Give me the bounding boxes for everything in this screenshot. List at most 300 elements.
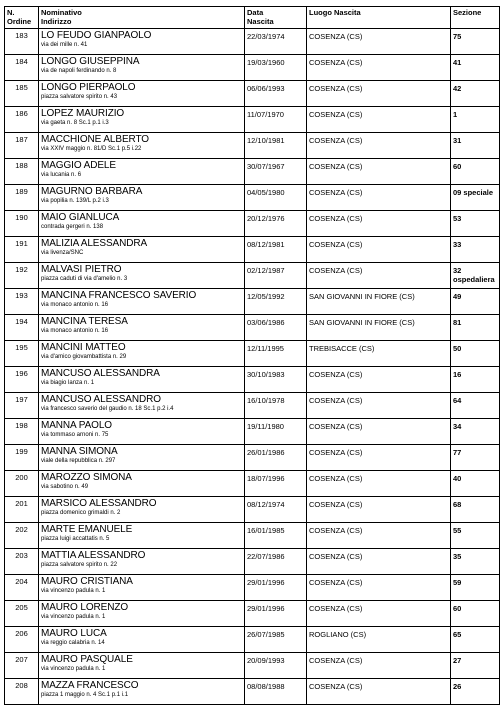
cell-sezione xyxy=(451,627,500,653)
birth-place: COSENZA (CS) xyxy=(309,162,363,171)
table-row xyxy=(5,471,500,497)
table-body xyxy=(5,29,500,705)
cell-data xyxy=(245,81,307,107)
cell-nominativo xyxy=(39,159,245,185)
cell-luogo xyxy=(307,133,451,159)
cell-nominativo xyxy=(39,679,245,705)
cell-luogo xyxy=(307,341,451,367)
voter-name: MANCINA TERESA xyxy=(41,316,128,327)
row-number: 205 xyxy=(15,603,28,612)
cell-nominativo xyxy=(39,471,245,497)
birth-place: COSENZA (CS) xyxy=(309,448,363,457)
voter-name: MAIO GIANLUCA xyxy=(41,212,120,223)
table-row xyxy=(5,575,500,601)
cell-luogo xyxy=(307,81,451,107)
cell-sezione xyxy=(451,549,500,575)
cell-data xyxy=(245,237,307,263)
row-number: 196 xyxy=(15,369,28,378)
cell-data xyxy=(245,263,307,289)
voter-name: MAURO LUCA xyxy=(41,628,107,639)
cell-sezione xyxy=(451,81,500,107)
voter-name: MAZZA FRANCESCO xyxy=(41,680,139,691)
row-number: 183 xyxy=(15,31,28,40)
row-number: 206 xyxy=(15,629,28,638)
cell-numero xyxy=(5,497,39,523)
birth-date: 22/07/1986 xyxy=(247,552,285,561)
table-row xyxy=(5,445,500,471)
section-value: 1 xyxy=(453,110,458,119)
cell-data xyxy=(245,289,307,315)
cell-luogo xyxy=(307,549,451,575)
voter-address: via dei mille n. 41 xyxy=(41,42,88,48)
birth-place: COSENZA (CS) xyxy=(309,58,363,67)
cell-nominativo xyxy=(39,445,245,471)
cell-numero xyxy=(5,315,39,341)
voter-name: LONGO GIUSEPPINA xyxy=(41,56,140,67)
cell-sezione xyxy=(451,341,500,367)
voter-name: MATTIA ALESSANDRO xyxy=(41,550,146,561)
cell-data xyxy=(245,159,307,185)
cell-nominativo xyxy=(39,55,245,81)
cell-sezione xyxy=(451,523,500,549)
cell-nominativo xyxy=(39,341,245,367)
cell-luogo xyxy=(307,497,451,523)
cell-data xyxy=(245,627,307,653)
voter-name: MARSICO ALESSANDRO xyxy=(41,498,157,509)
voter-name: LONGO PIERPAOLO xyxy=(41,82,136,93)
cell-sezione xyxy=(451,55,500,81)
birth-place: COSENZA (CS) xyxy=(309,32,363,41)
cell-sezione xyxy=(451,315,500,341)
cell-data xyxy=(245,653,307,679)
voter-name: MANNA PAOLO xyxy=(41,420,112,431)
cell-luogo xyxy=(307,627,451,653)
birth-date: 04/05/1980 xyxy=(247,188,285,197)
birth-date: 08/08/1988 xyxy=(247,682,285,691)
cell-numero xyxy=(5,627,39,653)
birth-place: COSENZA (CS) xyxy=(309,656,363,665)
cell-numero xyxy=(5,419,39,445)
header-data xyxy=(245,7,307,29)
table-row xyxy=(5,523,500,549)
section-value: 33 xyxy=(453,240,462,249)
cell-data xyxy=(245,471,307,497)
table-row xyxy=(5,393,500,419)
birth-date: 12/05/1992 xyxy=(247,292,285,301)
cell-numero xyxy=(5,549,39,575)
cell-data xyxy=(245,679,307,705)
birth-date: 30/10/1983 xyxy=(247,370,285,379)
cell-numero xyxy=(5,133,39,159)
cell-nominativo xyxy=(39,627,245,653)
cell-luogo xyxy=(307,237,451,263)
voter-name: MACCHIONE ALBERTO xyxy=(41,134,149,145)
cell-numero xyxy=(5,471,39,497)
birth-date: 26/07/1985 xyxy=(247,630,285,639)
header-row xyxy=(5,7,500,29)
section-value: 65 xyxy=(453,630,462,639)
cell-data xyxy=(245,341,307,367)
birth-date: 20/09/1993 xyxy=(247,656,285,665)
table-row xyxy=(5,315,500,341)
section-value: 32 ospedaliera xyxy=(453,266,495,284)
cell-numero xyxy=(5,445,39,471)
cell-sezione xyxy=(451,471,500,497)
table-row xyxy=(5,107,500,133)
birth-date: 02/12/1987 xyxy=(247,266,285,275)
table-row xyxy=(5,185,500,211)
voter-name: MARTE EMANUELE xyxy=(41,524,133,535)
row-number: 185 xyxy=(15,83,28,92)
cell-sezione xyxy=(451,133,500,159)
birth-place: COSENZA (CS) xyxy=(309,266,363,275)
section-value: 81 xyxy=(453,318,462,327)
voter-address: via biagio lanza n. 1 xyxy=(41,380,95,386)
cell-nominativo xyxy=(39,315,245,341)
voter-address: piazza luigi accattatis n. 5 xyxy=(41,536,110,542)
cell-luogo xyxy=(307,523,451,549)
table-row xyxy=(5,133,500,159)
birth-date: 19/03/1960 xyxy=(247,58,285,67)
header-data-text: Data Nascita xyxy=(247,8,274,26)
row-number: 208 xyxy=(15,681,28,690)
cell-sezione xyxy=(451,419,500,445)
birth-place: COSENZA (CS) xyxy=(309,370,363,379)
birth-place: SAN GIOVANNI IN FIORE (CS) xyxy=(309,292,415,301)
cell-luogo xyxy=(307,263,451,289)
birth-date: 20/12/1976 xyxy=(247,214,285,223)
cell-data xyxy=(245,29,307,55)
voter-address: via vincenzo padula n. 1 xyxy=(41,614,106,620)
birth-place: COSENZA (CS) xyxy=(309,240,363,249)
voter-name: MANCUSO ALESSANDRA xyxy=(41,368,160,379)
cell-nominativo xyxy=(39,653,245,679)
section-value: 41 xyxy=(453,58,462,67)
row-number: 191 xyxy=(15,239,28,248)
birth-place: COSENZA (CS) xyxy=(309,500,363,509)
cell-sezione xyxy=(451,185,500,211)
birth-date: 12/10/1981 xyxy=(247,136,285,145)
cell-nominativo xyxy=(39,29,245,55)
birth-date: 26/01/1986 xyxy=(247,448,285,457)
cell-numero xyxy=(5,523,39,549)
cell-sezione xyxy=(451,497,500,523)
section-value: 31 xyxy=(453,136,462,145)
birth-place: COSENZA (CS) xyxy=(309,578,363,587)
row-number: 188 xyxy=(15,161,28,170)
header-sezione-text: Sezione xyxy=(453,8,482,17)
voter-list-sheet xyxy=(4,6,499,705)
table-row xyxy=(5,627,500,653)
cell-luogo xyxy=(307,107,451,133)
birth-date: 29/01/1996 xyxy=(247,604,285,613)
voter-name: MANNA SIMONA xyxy=(41,446,118,457)
cell-luogo xyxy=(307,159,451,185)
cell-nominativo xyxy=(39,289,245,315)
voter-name: MALVASI PIETRO xyxy=(41,264,122,275)
cell-luogo xyxy=(307,211,451,237)
birth-date: 18/07/1996 xyxy=(247,474,285,483)
voter-name: MAURO LORENZO xyxy=(41,602,129,613)
cell-sezione xyxy=(451,107,500,133)
section-value: 64 xyxy=(453,396,462,405)
cell-data xyxy=(245,575,307,601)
table-row xyxy=(5,159,500,185)
cell-sezione xyxy=(451,679,500,705)
voter-name: LO FEUDO GIANPAOLO xyxy=(41,30,152,41)
header-luogo-text: Luogo Nascita xyxy=(309,8,361,17)
birth-place: COSENZA (CS) xyxy=(309,136,363,145)
cell-data xyxy=(245,107,307,133)
voter-name: MAROZZO SIMONA xyxy=(41,472,132,483)
cell-nominativo xyxy=(39,237,245,263)
voter-address: via livenza/SNC xyxy=(41,250,84,256)
cell-nominativo xyxy=(39,185,245,211)
cell-sezione xyxy=(451,367,500,393)
cell-luogo xyxy=(307,679,451,705)
cell-luogo xyxy=(307,601,451,627)
cell-sezione xyxy=(451,445,500,471)
table-row xyxy=(5,679,500,705)
voter-address: piazza caduti di via d'amelio n. 3 xyxy=(41,276,128,282)
cell-data xyxy=(245,445,307,471)
voter-name: MAURO CRISTIANA xyxy=(41,576,133,587)
section-value: 09 speciale xyxy=(453,188,494,197)
cell-nominativo xyxy=(39,107,245,133)
cell-numero xyxy=(5,107,39,133)
table-row xyxy=(5,29,500,55)
voter-address: piazza 1 maggio n. 4 Sc.1 p.1 i.1 xyxy=(41,692,129,698)
cell-luogo xyxy=(307,185,451,211)
voter-name: MAURO PASQUALE xyxy=(41,654,133,665)
table-row xyxy=(5,211,500,237)
section-value: 53 xyxy=(453,214,462,223)
cell-data xyxy=(245,55,307,81)
cell-numero xyxy=(5,393,39,419)
cell-data xyxy=(245,497,307,523)
cell-numero xyxy=(5,29,39,55)
section-value: 49 xyxy=(453,292,462,301)
voter-name: LOPEZ MAURIZIO xyxy=(41,108,125,119)
birth-date: 16/01/1985 xyxy=(247,526,285,535)
birth-date: 11/07/1970 xyxy=(247,110,284,119)
voter-address: via monaco antonio n. 16 xyxy=(41,302,109,308)
cell-data xyxy=(245,367,307,393)
birth-place: COSENZA (CS) xyxy=(309,682,363,691)
birth-date: 08/12/1974 xyxy=(247,500,285,509)
cell-nominativo xyxy=(39,81,245,107)
table-row xyxy=(5,653,500,679)
birth-date: 16/10/1978 xyxy=(247,396,285,405)
birth-date: 08/12/1981 xyxy=(247,240,285,249)
voter-address: piazza domenico grimaldi n. 2 xyxy=(41,510,121,516)
cell-numero xyxy=(5,341,39,367)
section-value: 42 xyxy=(453,84,462,93)
row-number: 202 xyxy=(15,525,28,534)
cell-luogo xyxy=(307,315,451,341)
section-value: 59 xyxy=(453,578,462,587)
voter-name: MALIZIA ALESSANDRA xyxy=(41,238,148,249)
row-number: 189 xyxy=(15,187,28,196)
cell-data xyxy=(245,315,307,341)
voter-address: via popilia n. 139/L p.2 i.3 xyxy=(41,198,109,204)
cell-data xyxy=(245,393,307,419)
cell-nominativo xyxy=(39,601,245,627)
voter-address: viale della repubblica n. 297 xyxy=(41,458,116,464)
cell-sezione xyxy=(451,601,500,627)
table-row xyxy=(5,601,500,627)
row-number: 198 xyxy=(15,421,28,430)
cell-data xyxy=(245,185,307,211)
cell-numero xyxy=(5,289,39,315)
row-number: 195 xyxy=(15,343,28,352)
section-value: 60 xyxy=(453,162,462,171)
row-number: 201 xyxy=(15,499,28,508)
cell-nominativo xyxy=(39,133,245,159)
row-number: 186 xyxy=(15,109,28,118)
table-row xyxy=(5,81,500,107)
cell-luogo xyxy=(307,55,451,81)
table-row xyxy=(5,237,500,263)
voter-name: MANCINA FRANCESCO SAVERIO xyxy=(41,290,197,301)
cell-numero xyxy=(5,211,39,237)
voter-address: via sabotino n. 49 xyxy=(41,484,89,490)
voter-name: MAGGIO ADELE xyxy=(41,160,116,171)
cell-sezione xyxy=(451,29,500,55)
section-value: 27 xyxy=(453,656,462,665)
table-row xyxy=(5,419,500,445)
cell-numero xyxy=(5,601,39,627)
cell-luogo xyxy=(307,471,451,497)
table-row xyxy=(5,367,500,393)
birth-place: COSENZA (CS) xyxy=(309,604,363,613)
cell-sezione xyxy=(451,289,500,315)
birth-date: 30/07/1967 xyxy=(247,162,285,171)
row-number: 193 xyxy=(15,291,28,300)
birth-place: COSENZA (CS) xyxy=(309,188,363,197)
voter-name: MAGURNO BARBARA xyxy=(41,186,143,197)
cell-sezione xyxy=(451,237,500,263)
cell-sezione xyxy=(451,263,500,289)
cell-nominativo xyxy=(39,393,245,419)
section-value: 35 xyxy=(453,552,462,561)
cell-nominativo xyxy=(39,497,245,523)
row-number: 197 xyxy=(15,395,28,404)
table-row xyxy=(5,289,500,315)
cell-sezione xyxy=(451,653,500,679)
cell-numero xyxy=(5,679,39,705)
cell-nominativo xyxy=(39,211,245,237)
voter-address: piazza salvatore spirito n. 22 xyxy=(41,562,118,568)
table-row xyxy=(5,341,500,367)
cell-numero xyxy=(5,653,39,679)
voter-address: via d'amico giovambattista n. 29 xyxy=(41,354,127,360)
cell-luogo xyxy=(307,445,451,471)
birth-date: 12/11/1995 xyxy=(247,344,284,353)
cell-numero xyxy=(5,55,39,81)
row-number: 207 xyxy=(15,655,28,664)
section-value: 26 xyxy=(453,682,462,691)
voter-name: MANCUSO ALESSANDRO xyxy=(41,394,161,405)
cell-luogo xyxy=(307,367,451,393)
cell-nominativo xyxy=(39,549,245,575)
cell-luogo xyxy=(307,393,451,419)
voter-name: MANCINI MATTEO xyxy=(41,342,126,353)
birth-date: 03/06/1986 xyxy=(247,318,285,327)
voter-address: via tommaso arnoni n. 75 xyxy=(41,432,109,438)
row-number: 192 xyxy=(15,265,28,274)
voter-address: piazza salvatore spirito n. 43 xyxy=(41,94,118,100)
section-value: 16 xyxy=(453,370,462,379)
voter-address: via de napoli ferdinando n. 8 xyxy=(41,68,117,74)
cell-nominativo xyxy=(39,575,245,601)
table-row xyxy=(5,55,500,81)
cell-numero xyxy=(5,159,39,185)
voter-address: via vincenzo padula n. 1 xyxy=(41,588,106,594)
row-number: 204 xyxy=(15,577,28,586)
table-row xyxy=(5,497,500,523)
cell-data xyxy=(245,549,307,575)
section-value: 55 xyxy=(453,526,462,535)
voter-address: via vincenzo padula n. 1 xyxy=(41,666,106,672)
voter-address: via monaco antonio n. 16 xyxy=(41,328,109,334)
row-number: 187 xyxy=(15,135,28,144)
voter-address: via gaeta n. 8 Sc.1 p.1 i.3 xyxy=(41,120,109,126)
birth-date: 19/11/1980 xyxy=(247,422,284,431)
voter-address: via lucania n. 6 xyxy=(41,172,82,178)
birth-place: TREBISACCE (CS) xyxy=(309,344,375,353)
birth-place: COSENZA (CS) xyxy=(309,110,363,119)
cell-numero xyxy=(5,575,39,601)
row-number: 184 xyxy=(15,57,28,66)
voter-list-table xyxy=(4,6,500,705)
header-luogo xyxy=(307,7,451,29)
cell-data xyxy=(245,133,307,159)
row-number: 199 xyxy=(15,447,28,456)
birth-place: COSENZA (CS) xyxy=(309,526,363,535)
cell-sezione xyxy=(451,575,500,601)
section-value: 34 xyxy=(453,422,462,431)
cell-numero xyxy=(5,237,39,263)
cell-nominativo xyxy=(39,419,245,445)
cell-luogo xyxy=(307,575,451,601)
birth-place: COSENZA (CS) xyxy=(309,422,363,431)
section-value: 75 xyxy=(453,32,462,41)
section-value: 77 xyxy=(453,448,462,457)
header-nominativo-text: Nominativo Indirizzo xyxy=(41,8,82,26)
row-number: 200 xyxy=(15,473,28,482)
cell-sezione xyxy=(451,211,500,237)
birth-place: SAN GIOVANNI IN FIORE (CS) xyxy=(309,318,415,327)
birth-place: COSENZA (CS) xyxy=(309,214,363,223)
birth-date: 06/06/1993 xyxy=(247,84,285,93)
header-numero-text: N. Ordine xyxy=(7,8,32,26)
birth-place: COSENZA (CS) xyxy=(309,396,363,405)
section-value: 68 xyxy=(453,500,462,509)
cell-data xyxy=(245,419,307,445)
cell-data xyxy=(245,601,307,627)
cell-numero xyxy=(5,367,39,393)
header-sezione xyxy=(451,7,500,29)
cell-data xyxy=(245,523,307,549)
cell-luogo xyxy=(307,29,451,55)
cell-data xyxy=(245,211,307,237)
cell-numero xyxy=(5,263,39,289)
birth-place: COSENZA (CS) xyxy=(309,84,363,93)
table-row xyxy=(5,263,500,289)
cell-numero xyxy=(5,185,39,211)
row-number: 190 xyxy=(15,213,28,222)
